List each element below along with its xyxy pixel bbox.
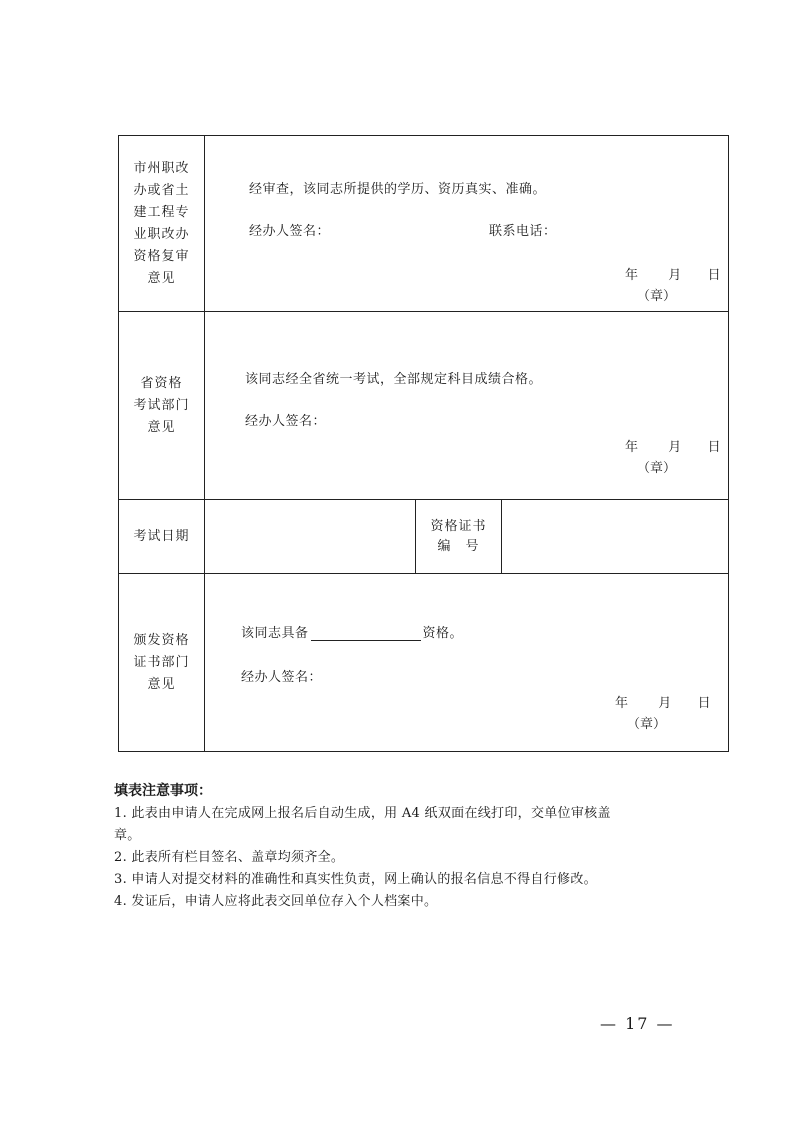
label-line: 考试部门 xyxy=(133,397,190,413)
opinion-prefix: 该同志具备 xyxy=(241,626,309,641)
issuing-dept-label xyxy=(119,574,205,752)
label-line: 资格复审 xyxy=(133,248,190,264)
date-month: 月 xyxy=(668,268,682,283)
issuing-opinion-cell xyxy=(205,574,729,752)
notes-title: 填表注意事项： xyxy=(114,783,212,799)
qualification-form-table xyxy=(118,135,729,752)
label-line: 建工程专 xyxy=(133,204,190,220)
cert-number-label xyxy=(416,500,502,574)
handler-signature-label: 经办人签名： xyxy=(241,670,323,685)
note-item: 2. 此表所有栏目签名、盖章均须齐全。 xyxy=(114,850,345,865)
note-item: 1. 此表由申请人在完成网上报名后自动生成，用 A4 纸双面在线打印，交单位审核盖 xyxy=(114,806,611,821)
label-line: 市州职改 xyxy=(133,160,190,176)
date-day: 日 xyxy=(697,696,711,711)
date-line xyxy=(615,692,711,711)
cert-number-value[interactable] xyxy=(502,500,729,574)
exam-opinion-cell xyxy=(205,312,729,500)
date-year: 年 xyxy=(615,696,629,711)
label-line: 资格证书 xyxy=(430,518,487,534)
opinion-suffix: 资格。 xyxy=(422,626,464,641)
label-line: 证书部门 xyxy=(133,654,190,670)
review-opinion-cell xyxy=(205,136,729,312)
exam-date-value[interactable] xyxy=(205,500,416,574)
label-line: 业职改办 xyxy=(133,226,190,242)
issuing-opinion-text xyxy=(241,622,463,641)
label-line: 意见 xyxy=(147,676,176,692)
date-line xyxy=(625,264,721,283)
label-line: 意见 xyxy=(147,270,176,286)
exam-date-cert-row xyxy=(119,500,729,574)
seal-label: （章） xyxy=(637,289,677,304)
exam-dept-label xyxy=(119,312,205,500)
note-item: 3. 申请人对提交材料的准确性和真实性负责，网上确认的报名信息不得自行修改。 xyxy=(114,872,597,887)
review-dept-label xyxy=(119,136,205,312)
exam-dept-row xyxy=(119,312,729,500)
label-line: 意见 xyxy=(147,419,176,435)
date-year: 年 xyxy=(625,268,639,283)
form-notes xyxy=(114,780,714,913)
exam-date-label: 考试日期 xyxy=(119,500,205,574)
issuing-dept-row xyxy=(119,574,729,752)
date-day: 日 xyxy=(707,268,721,283)
label-line: 办或省土 xyxy=(133,182,190,198)
label-line: 颁发资格 xyxy=(133,632,190,648)
seal-label: （章） xyxy=(637,461,677,476)
review-row xyxy=(119,136,729,312)
contact-phone-label: 联系电话： xyxy=(489,224,557,239)
date-year: 年 xyxy=(625,440,639,455)
page-number: — 17 — xyxy=(600,1014,675,1033)
note-item: 4. 发证后，申请人应将此表交回单位存入个人档案中。 xyxy=(114,894,438,909)
note-item: 章。 xyxy=(114,828,141,843)
exam-opinion-text: 该同志经全省统一考试，全部规定科目成绩合格。 xyxy=(245,372,543,387)
review-opinion-text: 经审查，该同志所提供的学历、资历真实、准确。 xyxy=(249,182,547,197)
date-month: 月 xyxy=(668,440,682,455)
date-line xyxy=(625,436,721,455)
date-day: 日 xyxy=(707,440,721,455)
date-month: 月 xyxy=(658,696,672,711)
label-line: 省资格 xyxy=(140,375,183,391)
label-line: 编 号 xyxy=(437,538,480,554)
seal-label: （章） xyxy=(627,717,667,732)
handler-signature-label: 经办人签名： xyxy=(245,414,327,429)
qualification-blank[interactable] xyxy=(311,626,421,641)
handler-signature-label: 经办人签名： xyxy=(249,224,331,239)
